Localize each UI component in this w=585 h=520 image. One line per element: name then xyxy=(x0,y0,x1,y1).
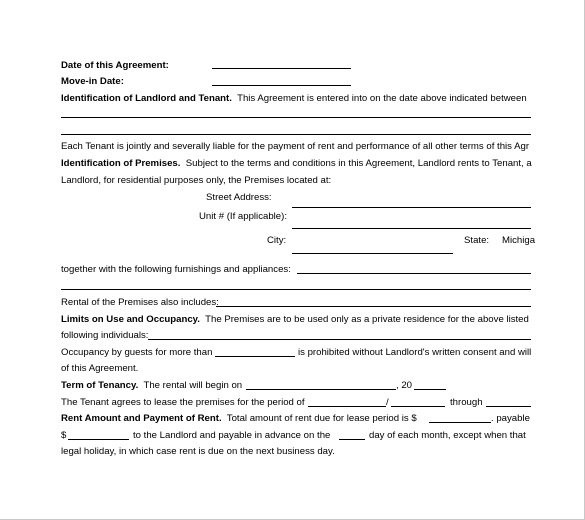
rent-line-3: legal holiday, in which case rent is due on the next business day. xyxy=(61,446,335,457)
term-heading: Term of Tenancy. xyxy=(61,380,139,391)
lease-period-text: The Tenant agrees to lease the premises for the period of xyxy=(61,397,305,408)
movein-date-field[interactable] xyxy=(212,85,351,86)
due-day-field[interactable] xyxy=(339,439,365,440)
rent-heading: Rent Amount and Payment of Rent. xyxy=(61,413,222,424)
limits-line-4: of this Agreement. xyxy=(61,363,139,374)
guests-text-a: Occupancy by guests for more than xyxy=(61,347,213,358)
furnishings-text: together with the following furnishings and appliances: xyxy=(61,264,291,275)
lease-period-field-1[interactable] xyxy=(308,406,386,407)
rent-text: Total amount of rent due for lease period is $ xyxy=(226,413,417,424)
limits-heading: Limits on Use and Occupancy. xyxy=(61,314,200,325)
street-address-field[interactable] xyxy=(292,207,531,208)
premises-text: Subject to the terms and conditions in this Agreement, Landlord rents to Tenant, a xyxy=(185,158,532,169)
furnishings-field[interactable] xyxy=(297,273,531,274)
rental-includes-text: Rental of the Premises also includes: xyxy=(61,297,219,308)
rent-line-2-c: day of each month, except when that xyxy=(369,430,526,441)
limits-text: The Premises are to be used only as a private residence for the above listed xyxy=(205,314,529,325)
occupants-field[interactable] xyxy=(148,339,531,340)
identification-heading: Identification of Landlord and Tenant. xyxy=(61,93,232,104)
state-label: State: xyxy=(464,235,490,246)
parties-line-1[interactable] xyxy=(61,117,531,118)
lease-period-field-2[interactable] xyxy=(391,406,445,407)
rent-total-field[interactable] xyxy=(429,422,491,423)
unit-label: Unit # (If applicable): xyxy=(199,211,287,222)
unit-field[interactable] xyxy=(292,228,531,229)
identification-paragraph xyxy=(61,93,527,105)
rental-includes-field[interactable] xyxy=(216,306,531,307)
limits-paragraph xyxy=(61,314,529,326)
limits-line-2: following individuals: xyxy=(61,330,149,341)
city-label: City: xyxy=(267,235,287,246)
agreement-date-field[interactable] xyxy=(212,68,351,69)
premises-paragraph xyxy=(61,158,532,170)
term-text: The rental will begin on xyxy=(143,380,243,391)
start-year-field[interactable] xyxy=(414,389,446,390)
parties-line-2[interactable] xyxy=(61,134,531,135)
movein-date-label: Move-in Date: xyxy=(61,76,124,87)
term-paragraph xyxy=(61,380,242,392)
through-text: through xyxy=(450,397,483,408)
premises-line-2: Landlord, for residential purposes only, the Premises located at: xyxy=(61,175,332,186)
monthly-rent-field[interactable] xyxy=(68,439,129,440)
guests-text-b: is prohibited without Landlord's written consent and will xyxy=(298,347,532,358)
dollar-sign: $ xyxy=(61,430,67,441)
lease-end-field[interactable] xyxy=(486,406,531,407)
guest-days-field[interactable] xyxy=(215,356,295,357)
agreement-date-label: Date of this Agreement: xyxy=(61,60,169,71)
year-prefix: , 20 xyxy=(396,380,413,391)
identification-text: This Agreement is entered into on the date above indicated between xyxy=(237,93,527,104)
start-date-field[interactable] xyxy=(246,389,396,390)
street-address-label: Street Address: xyxy=(206,192,272,203)
premises-heading: Identification of Premises. xyxy=(61,158,181,169)
payable-text: . payable xyxy=(491,413,530,424)
period-slash: / xyxy=(386,397,389,408)
furnishings-line-2[interactable] xyxy=(61,289,531,290)
rent-paragraph xyxy=(61,413,417,425)
liability-text: Each Tenant is jointly and severally liable for the payment of rent and performance of all other terms of this Agr xyxy=(61,141,530,152)
rent-line-2-b: to the Landlord and payable in advance on the xyxy=(133,430,331,441)
state-value: Michiga xyxy=(502,235,536,246)
city-field[interactable] xyxy=(292,253,453,254)
